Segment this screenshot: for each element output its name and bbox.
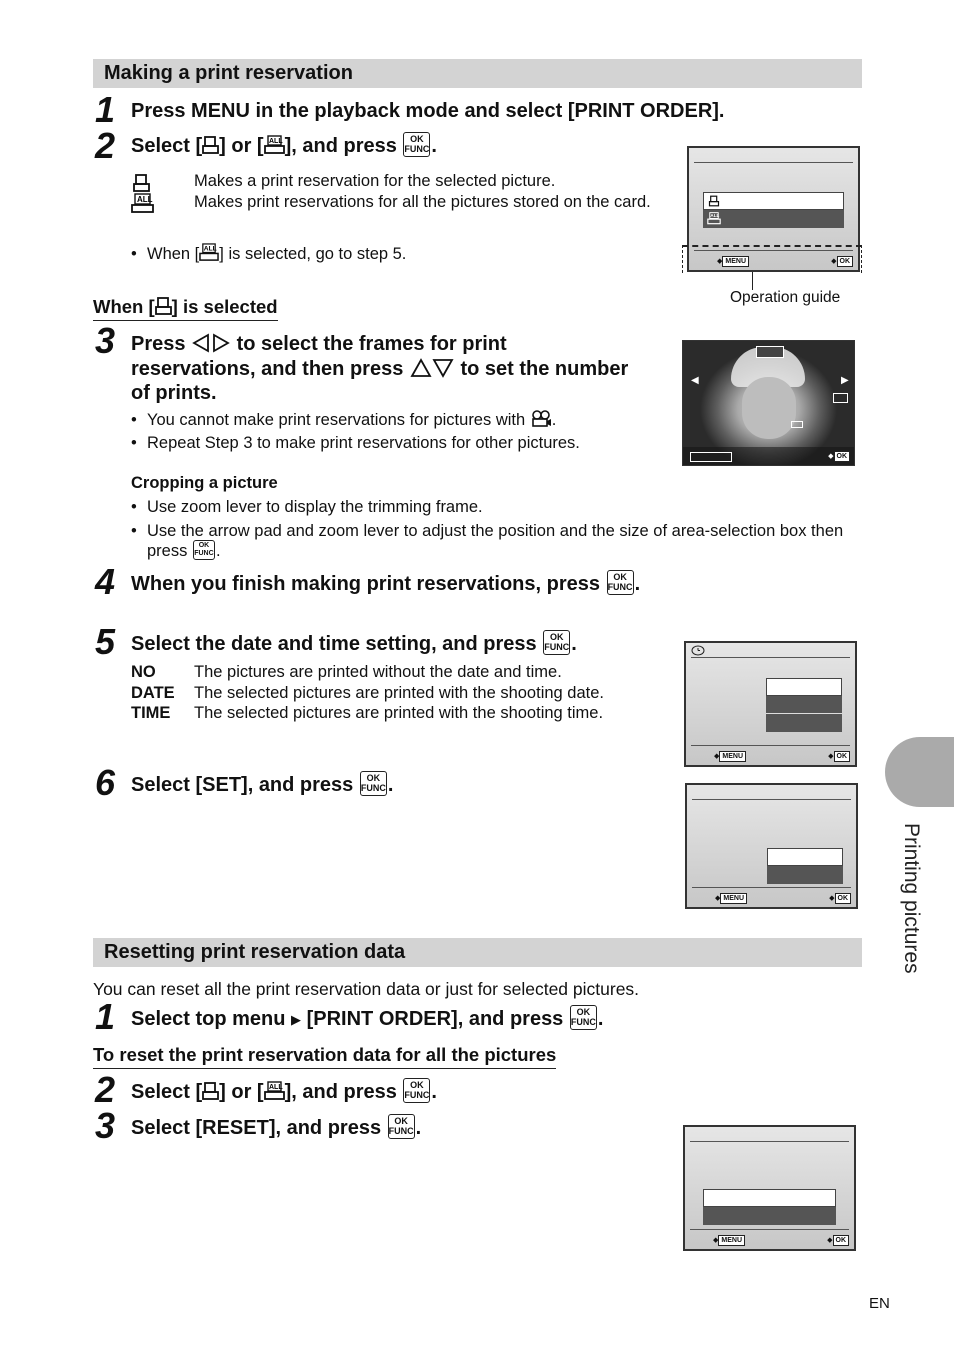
option-descriptions: [194, 662, 604, 724]
ok-func-icon: OK FUNC: [607, 570, 634, 595]
date-time-screen: [684, 641, 857, 767]
language-footer: EN: [869, 1295, 890, 1312]
single-print-description: Makes a print reservation for the selected picture.: [194, 172, 556, 190]
step-number: 1: [95, 996, 116, 1037]
section-title-making-print-reservation: Making a print reservation: [93, 59, 862, 88]
right-triangle-icon: ▶: [291, 1012, 302, 1027]
step-number: 1: [95, 89, 116, 130]
movie-icon: [530, 410, 552, 428]
ok-func-icon: OK FUNC: [403, 132, 430, 157]
reset-intro: You can reset all the print reservation data or just for selected pictures.: [93, 979, 640, 999]
menu-item-all: [703, 210, 844, 228]
reset-step3-text: Select [RESET], and press OK FUNC .: [131, 1116, 422, 1139]
step3-line1: Press to select the frames for print: [131, 333, 507, 355]
clock-icon: [691, 645, 705, 656]
ok-func-icon: OK FUNC: [403, 1078, 430, 1103]
guide-ok: ◆ OK: [831, 256, 853, 267]
step4-text: When you finish making print reservations, press OK FUNC .: [131, 572, 641, 595]
step-number: 3: [95, 1105, 116, 1146]
option-desc-no: The pictures are printed without the date and time.: [194, 663, 562, 681]
divider: [692, 799, 851, 800]
callout-line: [752, 272, 753, 290]
step6-text: Select [SET], and press OK FUNC .: [131, 773, 394, 796]
guide-menu: ◆ MENU: [715, 893, 747, 904]
reset-step2-text: Select [ ] or [ ALL ], and press OK FUNC .: [131, 1080, 437, 1103]
menu-item-reset: [703, 1189, 836, 1207]
ok-func-icon: OK FUNC: [543, 630, 570, 655]
divider: [690, 1229, 849, 1230]
card-icon: [833, 393, 848, 403]
option-desc-time: The selected pictures are printed with the shooting time.: [194, 704, 604, 722]
step3-line2: reservations, and then press to set the number: [131, 358, 629, 380]
chapter-tab: [885, 737, 954, 807]
divider: [691, 745, 850, 746]
up-down-arrow-icon: [409, 358, 455, 378]
set-confirm-screen: [685, 783, 858, 909]
step-number: 5: [95, 621, 116, 662]
operation-guide-caption: Operation guide: [730, 289, 841, 306]
cropping-bullet-1: • Use zoom lever to display the trimming frame.: [147, 497, 483, 517]
step5-text: Select the date and time setting, and press OK FUNC .: [131, 632, 577, 655]
guide-ok: ◆ OK: [828, 751, 850, 762]
cropping-title: Cropping a picture: [131, 474, 278, 492]
subhead-reset-all: To reset the print reservation data for all the pictures: [93, 1043, 556, 1069]
step-number: 3: [95, 320, 116, 361]
menu-item-keep: [703, 1207, 836, 1225]
option-key-date: DATE: [131, 683, 175, 702]
right-arrow-icon: ▶: [841, 375, 849, 386]
print-all-icon: [707, 212, 721, 225]
left-right-arrow-icon: [191, 333, 231, 353]
option-keys: [131, 662, 175, 724]
svg-text:ALL: ALL: [268, 137, 283, 145]
guide-menu: ◆ MENU: [717, 256, 749, 267]
step2-text: Select [ ] or [ ALL ], and press OK FUNC .: [131, 134, 437, 157]
guide-ok: ◆ OK: [828, 451, 850, 462]
step-number: 2: [95, 125, 116, 166]
option-key-no: NO: [131, 663, 156, 681]
reset-screen: [683, 1125, 856, 1251]
ok-func-icon: OK FUNC: [570, 1005, 597, 1030]
print-frame-selection-screen: [682, 340, 855, 466]
menu-item-date: [766, 696, 842, 714]
guide-ok: ◆ OK: [829, 893, 851, 904]
print-all-icon: [264, 1081, 285, 1101]
divider: [694, 162, 853, 163]
left-arrow-icon: ◀: [691, 375, 699, 386]
trim-guide-icon: [690, 452, 732, 462]
print-single-icon: [708, 195, 720, 207]
all-print-description: Makes print reservations for all the pictures stored on the card.: [194, 193, 651, 211]
svg-text:ALL: ALL: [710, 213, 720, 219]
divider: [690, 1141, 849, 1142]
print-single-icon: [202, 1081, 219, 1101]
ok-func-icon: OK FUNC: [360, 771, 387, 796]
step3-line3: of prints.: [131, 382, 217, 404]
menu-item-time: [766, 714, 842, 732]
cropping-bullet-2: • Use the arrow pad and zoom lever to adjust the position and the size of area-selection box then press OK FUNC .: [147, 521, 862, 562]
guide-menu: ◆ MENU: [713, 1235, 745, 1246]
face-shape: [742, 377, 796, 439]
ok-func-icon: OK FUNC: [193, 540, 215, 560]
step-number: 6: [95, 762, 116, 803]
option-key-time: TIME: [131, 704, 171, 722]
step-number: 4: [95, 561, 116, 602]
menu-item-no: [766, 678, 842, 696]
step2-bullet: • When [ ALL ] is selected, go to step 5.: [147, 244, 406, 264]
divider: [692, 887, 851, 888]
menu-item-set: [767, 848, 843, 866]
chapter-label: Printing pictures: [900, 823, 923, 974]
print-count-indicator: [756, 346, 784, 358]
print-all-icon: [199, 243, 219, 262]
divider: [691, 657, 850, 658]
operation-guide-highlight: [682, 245, 862, 273]
option-desc-date: The selected pictures are printed with the shooting date.: [194, 683, 604, 702]
svg-text:ALL: ALL: [204, 245, 217, 253]
step3-bullet-2: • Repeat Step 3 to make print reservations for other pictures.: [147, 433, 580, 453]
guide-ok: ◆ OK: [827, 1235, 849, 1246]
print-all-icon: [131, 193, 155, 214]
svg-text:ALL: ALL: [137, 195, 153, 204]
print-single-icon: [202, 135, 219, 155]
section-title-resetting: Resetting print reservation data: [93, 938, 862, 967]
print-single-icon: [133, 173, 150, 193]
print-all-icon: [264, 135, 285, 155]
ok-func-icon: OK FUNC: [388, 1114, 415, 1139]
menu-item-single: [703, 192, 844, 210]
reset-step1-text: Select top menu ▶ [PRINT ORDER], and press OK FUNC .: [131, 1007, 604, 1030]
step1-text: Press MENU in the playback mode and select [PRINT ORDER].: [131, 100, 725, 122]
guide-menu: ◆ MENU: [714, 751, 746, 762]
subhead-when-selected: When [ ] is selected: [93, 295, 278, 321]
menu-item-cancel: [767, 866, 843, 884]
step3-bullet-1: • You cannot make print reservations for pictures with .: [147, 410, 556, 430]
print-single-icon: [155, 296, 172, 316]
step-number: 2: [95, 1069, 116, 1110]
zoom-frame-icon: [791, 421, 803, 428]
svg-text:ALL: ALL: [268, 1083, 283, 1091]
